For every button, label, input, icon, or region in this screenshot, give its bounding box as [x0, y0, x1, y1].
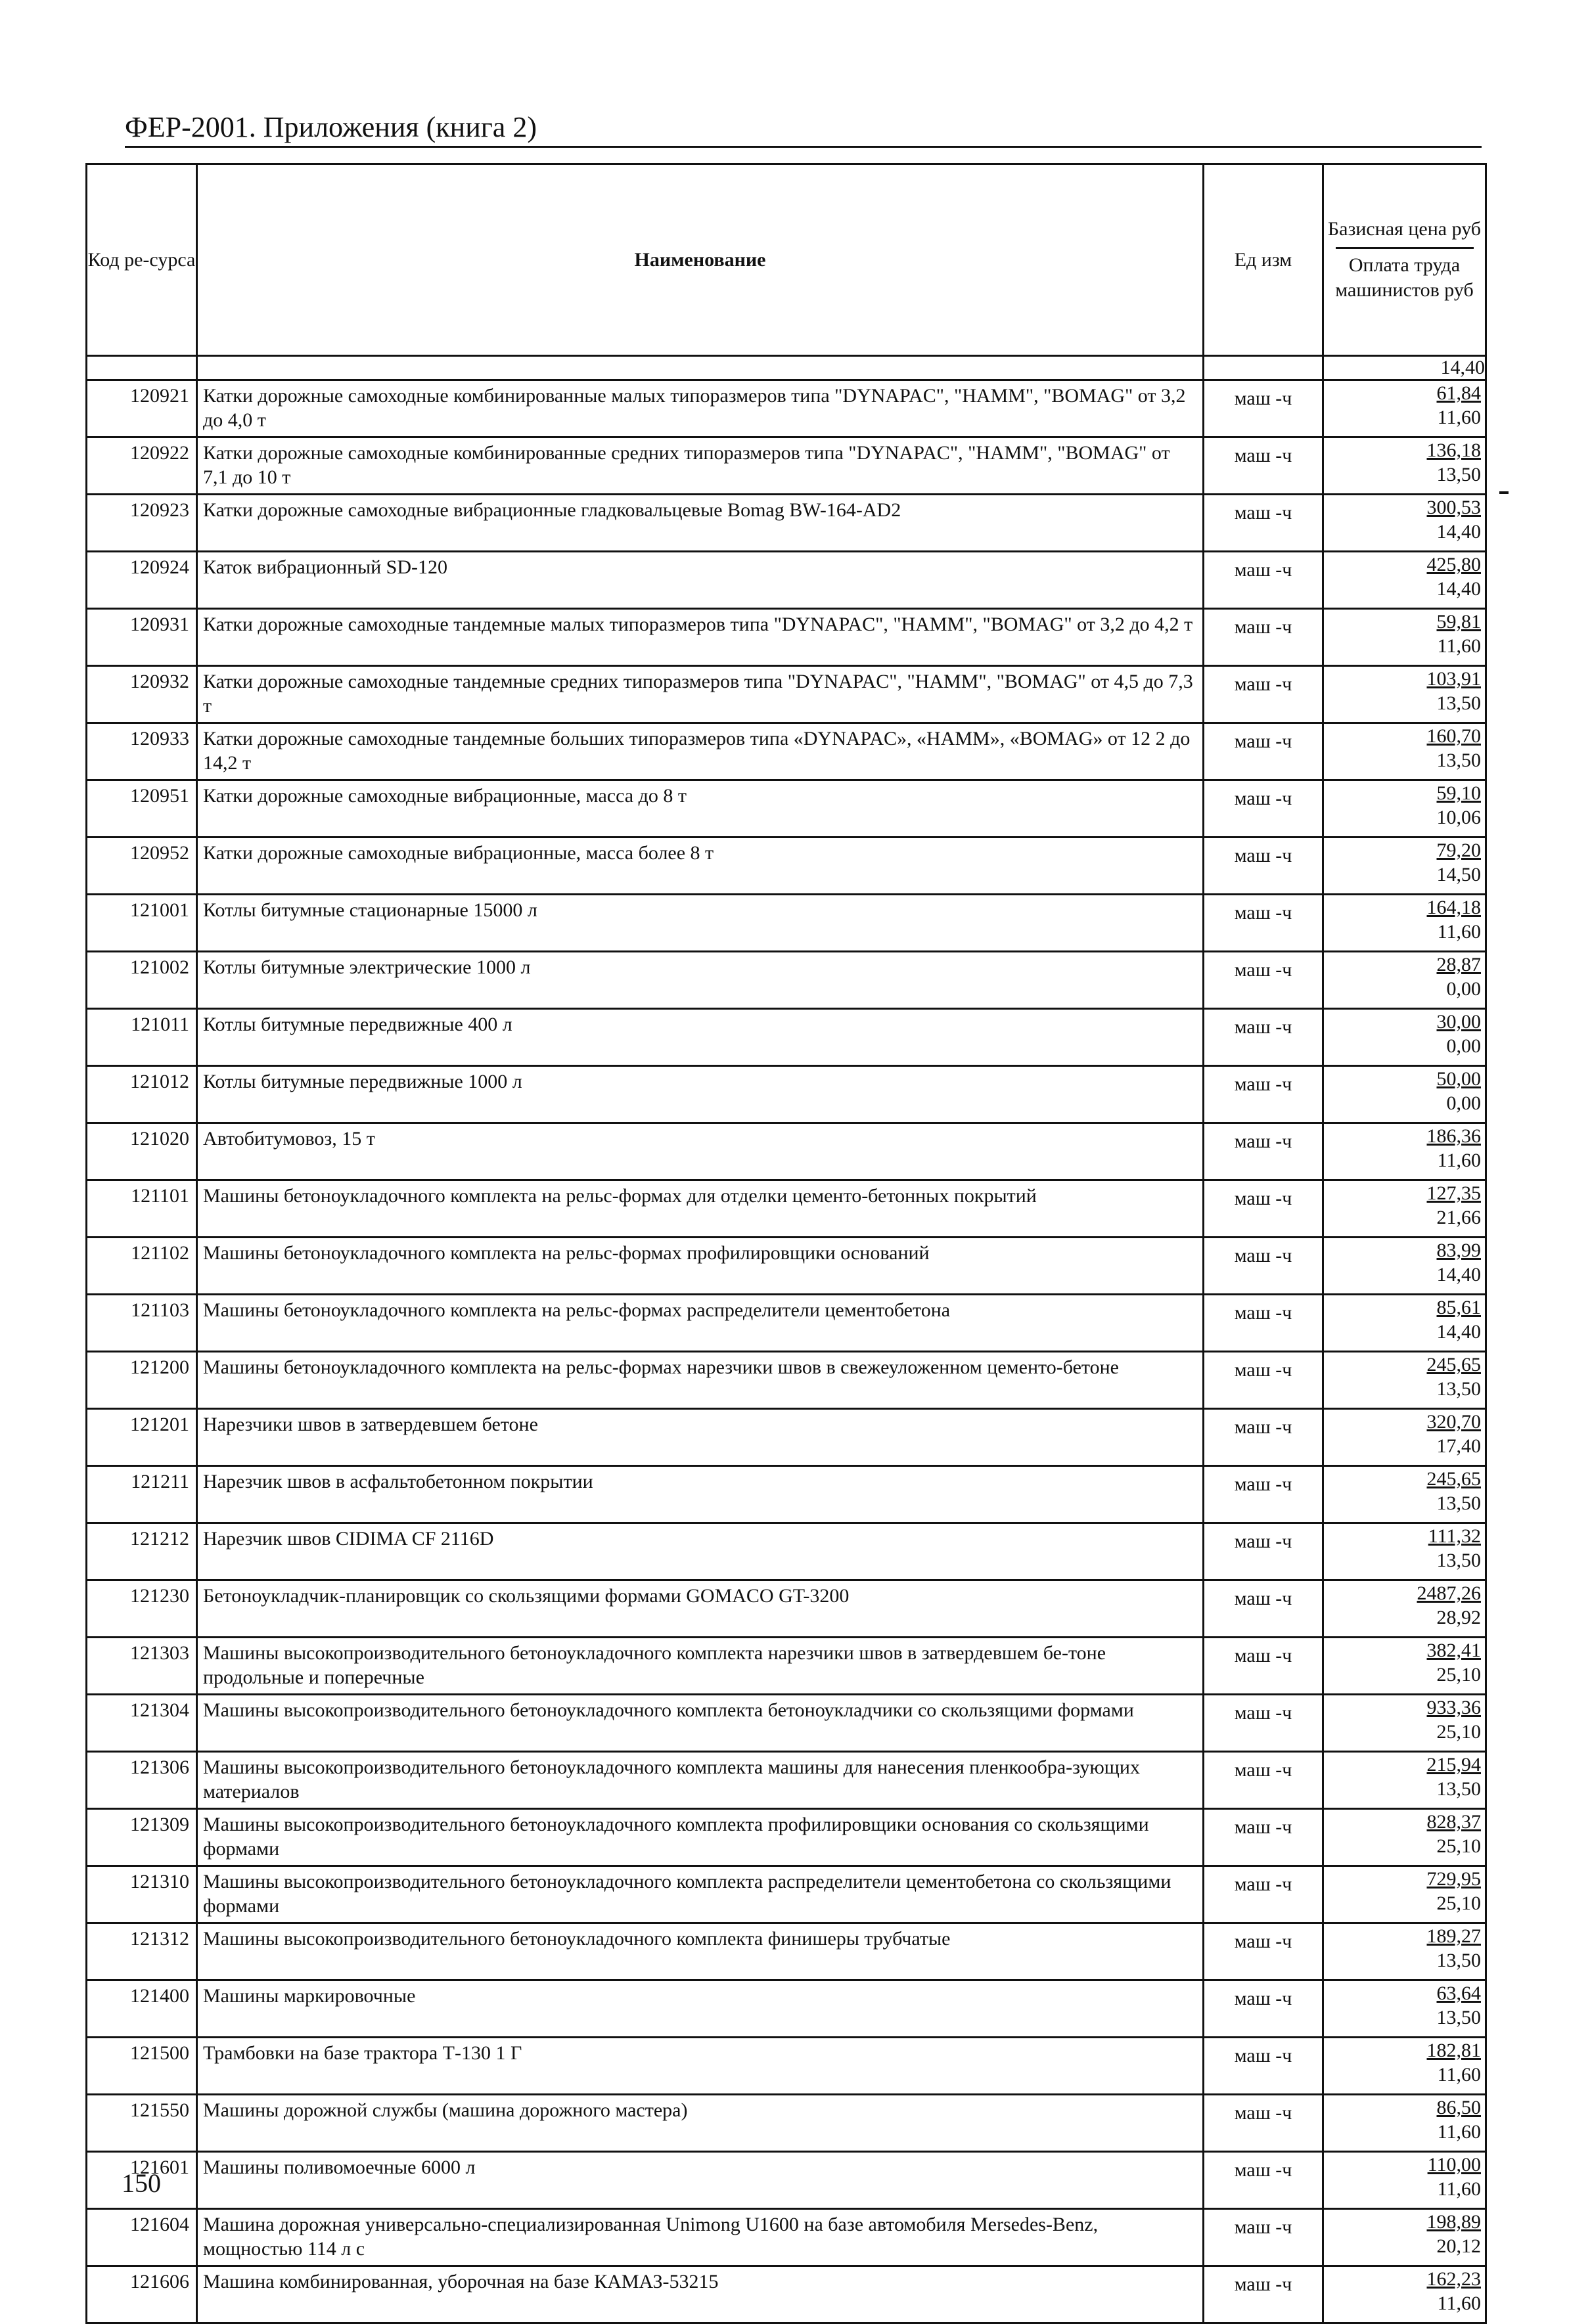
column-header-unit: [1204, 164, 1323, 356]
base-price-line: [1324, 1295, 1481, 1320]
base-price: 160,70: [1426, 725, 1481, 747]
table-row: [87, 838, 1486, 895]
resource-unit: маш -ч: [1204, 1295, 1323, 1352]
resource-name: Машина дорожная универсально-специализированная Unimong U1600 на базе автомобиля Mersedes-Benz, мощностью 114 л с: [197, 2209, 1204, 2266]
resource-name: Трамбовки на базе трактора Т-130 1 Г: [197, 2038, 1204, 2095]
base-price: 186,36: [1426, 1125, 1481, 1147]
resource-unit: маш -ч: [1204, 437, 1323, 495]
base-price-line: [1324, 1581, 1481, 1606]
resource-unit: маш -ч: [1204, 1523, 1323, 1580]
resource-name: Катки дорожные самоходные тандемные средних типоразмеров типа "DYNAPAC", "HAMM", "BOMAG" от 4,5 до 7,3 т: [197, 666, 1204, 723]
resource-name: Бетоноукладчик-планировщик со скользящими формами GOMACO GT-3200: [197, 1580, 1204, 1638]
base-price: 162,23: [1426, 2268, 1481, 2290]
base-price: 425,80: [1426, 554, 1481, 575]
price-cell: [1323, 1409, 1486, 1466]
price-cell: [1323, 2038, 1486, 2095]
resource-code: 121400: [87, 1980, 197, 2038]
resource-name: Нарезчик швов CIDIMA CF 2116D: [197, 1523, 1204, 1580]
resource-code: 121200: [87, 1352, 197, 1409]
table-row: [87, 1066, 1486, 1123]
base-price: 182,81: [1426, 2040, 1481, 2061]
labor-price: 28,92: [1436, 1607, 1481, 1628]
labor-price: 17,40: [1436, 1435, 1481, 1457]
price-cell: [1323, 723, 1486, 780]
table-row: [87, 495, 1486, 552]
resource-name: Машины дорожной службы (машина дорожного мастера): [197, 2095, 1204, 2152]
resource-name: Катки дорожные самоходные комбинированные малых типоразмеров типа "DYNAPAC", "HAMM", "BOMAG" от 3,2 до 4,0 т: [197, 380, 1204, 437]
base-price-line: [1324, 1924, 1481, 1949]
resource-code: 120931: [87, 609, 197, 666]
table-row: [87, 437, 1486, 495]
resource-unit: маш -ч: [1204, 1695, 1323, 1752]
resource-unit: маш -ч: [1204, 2152, 1323, 2209]
resource-name: Машины высокопроизводительного бетоноукладочного комплекта бетоноукладчики со скользящими формами: [197, 1695, 1204, 1752]
base-price: 79,20: [1436, 839, 1481, 861]
resource-code: 121103: [87, 1295, 197, 1352]
price-cell: [1323, 1009, 1486, 1066]
labor-price: 11,60: [1437, 1150, 1481, 1171]
base-price: 136,18: [1426, 439, 1481, 461]
price-cell: [1323, 1238, 1486, 1295]
resource-unit: маш -ч: [1204, 952, 1323, 1009]
resource-code: 121309: [87, 1809, 197, 1866]
base-price-line: [1324, 1352, 1481, 1377]
resource-code: 120924: [87, 552, 197, 609]
column-header-labor-price: Оплата труда машинистов руб: [1335, 254, 1474, 301]
resource-unit: маш -ч: [1204, 2095, 1323, 2152]
price-cell: [1323, 495, 1486, 552]
base-price-line: [1324, 2038, 1481, 2063]
labor-price: 11,60: [1437, 2121, 1481, 2143]
base-price-line: [1324, 1695, 1481, 1720]
resource-code: 121011: [87, 1009, 197, 1066]
resource-name: Машины бетоноукладочного комплекта на рельс-формах распределители цементобетона: [197, 1295, 1204, 1352]
resource-code: 121306: [87, 1752, 197, 1809]
labor-price: 13,50: [1436, 692, 1481, 714]
price-cell: [1323, 1923, 1486, 1980]
base-price: 189,27: [1426, 1925, 1481, 1947]
labor-price: 11,60: [1437, 2178, 1481, 2200]
resource-name: Котлы битумные электрические 1000 л: [197, 952, 1204, 1009]
base-price: 30,00: [1436, 1011, 1481, 1033]
spacer-cell: [197, 356, 1204, 380]
table-row: [87, 1238, 1486, 1295]
base-price-line: [1324, 1010, 1481, 1035]
resource-code: 121101: [87, 1180, 197, 1238]
table-row: [87, 1580, 1486, 1638]
base-price-line: [1324, 1124, 1481, 1149]
header-divider: [125, 146, 1482, 148]
resource-name: Котлы битумные стационарные 15000 л: [197, 895, 1204, 952]
price-cell: [1323, 1523, 1486, 1580]
base-price-line: [1324, 838, 1481, 863]
table-row: [87, 666, 1486, 723]
resource-name: Машины бетоноукладочного комплекта на рельс-формах нарезчики швов в свежеуложенном цементо-бетоне: [197, 1352, 1204, 1409]
resource-code: 120922: [87, 437, 197, 495]
column-header-code-label: Код ре-сурса: [87, 249, 196, 271]
base-price-line: [1324, 552, 1481, 577]
base-price-line: [1324, 381, 1481, 406]
resource-unit: маш -ч: [1204, 1809, 1323, 1866]
price-cell: [1323, 780, 1486, 838]
resource-code: 121500: [87, 2038, 197, 2095]
resource-name: Каток вибрационный SD-120: [197, 552, 1204, 609]
first-labor-price: 14,40: [1323, 356, 1486, 380]
labor-price: 11,60: [1437, 921, 1481, 943]
labor-price: 25,10: [1436, 1835, 1481, 1857]
table-row: [87, 1638, 1486, 1695]
base-price-line: [1324, 1181, 1481, 1206]
base-price: 103,91: [1426, 668, 1481, 690]
labor-price: 13,50: [1436, 1778, 1481, 1800]
column-header-name-label: Наименование: [634, 249, 766, 271]
labor-price: 11,60: [1437, 407, 1481, 428]
base-price: 86,50: [1436, 2097, 1481, 2118]
base-price: 110,00: [1427, 2154, 1481, 2176]
base-price-line: [1324, 495, 1481, 520]
resource-name: Котлы битумные передвижные 400 л: [197, 1009, 1204, 1066]
resource-name: Машины бетоноукладочного комплекта на рельс-формах профилировщики оснований: [197, 1238, 1204, 1295]
resource-code: 121212: [87, 1523, 197, 1580]
spacer-cell: [1204, 356, 1323, 380]
table-row: [87, 952, 1486, 1009]
resource-unit: маш -ч: [1204, 1352, 1323, 1409]
table-row: [87, 1352, 1486, 1409]
labor-price: 14,40: [1436, 521, 1481, 543]
labor-price: 0,00: [1446, 1035, 1481, 1057]
resource-unit: маш -ч: [1204, 1638, 1323, 1695]
resource-unit: маш -ч: [1204, 1866, 1323, 1923]
table-row: [87, 2209, 1486, 2266]
base-price: 320,70: [1426, 1411, 1481, 1433]
base-price: 63,64: [1436, 1982, 1481, 2004]
resource-unit: маш -ч: [1204, 1009, 1323, 1066]
resource-unit: маш -ч: [1204, 1466, 1323, 1523]
resource-name: Катки дорожные самоходные комбинированные средних типоразмеров типа "DYNAPAC", "HAMM", "BOMAG" от 7,1 до 10 т: [197, 437, 1204, 495]
resource-unit: маш -ч: [1204, 1923, 1323, 1980]
price-cell: [1323, 552, 1486, 609]
labor-price: 13,50: [1436, 749, 1481, 771]
price-cell: [1323, 380, 1486, 437]
labor-price: 13,50: [1436, 464, 1481, 485]
column-header-price: [1323, 164, 1486, 356]
labor-price: 14,40: [1436, 1264, 1481, 1285]
resource-unit: маш -ч: [1204, 2209, 1323, 2266]
resource-name: Машины высокопроизводительного бетоноукладочного комплекта финишеры трубчатые: [197, 1923, 1204, 1980]
labor-price: 13,50: [1436, 1378, 1481, 1400]
resource-code: 120921: [87, 380, 197, 437]
labor-price: 14,40: [1436, 1321, 1481, 1343]
base-price: 85,61: [1436, 1297, 1481, 1318]
resource-unit: маш -ч: [1204, 1580, 1323, 1638]
table-row: [87, 2095, 1486, 2152]
base-price: 61,84: [1436, 382, 1481, 404]
resource-name: Нарезчики швов в затвердевшем бетоне: [197, 1409, 1204, 1466]
resource-unit: маш -ч: [1204, 1066, 1323, 1123]
resource-unit: маш -ч: [1204, 1238, 1323, 1295]
table-row: [87, 1923, 1486, 1980]
labor-price: 21,66: [1436, 1207, 1481, 1228]
resource-name: Машины бетоноукладочного комплекта на рельс-формах для отделки цементо-бетонных покрытий: [197, 1180, 1204, 1238]
table-row: [87, 1009, 1486, 1066]
resource-code: 121012: [87, 1066, 197, 1123]
column-header-code: [87, 164, 197, 356]
resource-code: 120923: [87, 495, 197, 552]
price-cell: [1323, 2209, 1486, 2266]
margin-mark: [1499, 491, 1509, 494]
resource-name: Катки дорожные самоходные вибрационные гладковальцевые Bomag BW-164-AD2: [197, 495, 1204, 552]
base-price-line: [1324, 1638, 1481, 1663]
resource-code: 121604: [87, 2209, 197, 2266]
resource-name: Нарезчик швов в асфальтобетонном покрытии: [197, 1466, 1204, 1523]
labor-price: 13,50: [1436, 2007, 1481, 2028]
base-price: 933,36: [1426, 1697, 1481, 1718]
resource-name: Машины поливомоечные 6000 л: [197, 2152, 1204, 2209]
resource-unit: маш -ч: [1204, 895, 1323, 952]
table-row: [87, 2152, 1486, 2209]
base-price: 127,35: [1426, 1182, 1481, 1204]
base-price: 28,87: [1436, 954, 1481, 975]
resource-code: 121312: [87, 1923, 197, 1980]
resource-code: 121211: [87, 1466, 197, 1523]
resource-code: 121102: [87, 1238, 197, 1295]
resource-unit: маш -ч: [1204, 1980, 1323, 2038]
table-row: [87, 1752, 1486, 1809]
price-cell: [1323, 1352, 1486, 1409]
base-price: 2487,26: [1417, 1582, 1481, 1604]
table-row: [87, 1180, 1486, 1238]
base-price-line: [1324, 1981, 1481, 2006]
base-price-line: [1324, 1410, 1481, 1435]
resource-unit: маш -ч: [1204, 609, 1323, 666]
base-price: 164,18: [1426, 897, 1481, 918]
resource-code: 120932: [87, 666, 197, 723]
price-cell: [1323, 952, 1486, 1009]
resource-name: Котлы битумные передвижные 1000 л: [197, 1066, 1204, 1123]
base-price: 729,95: [1426, 1868, 1481, 1890]
price-cell: [1323, 895, 1486, 952]
labor-price: 13,50: [1436, 1950, 1481, 1971]
resource-code: 121303: [87, 1638, 197, 1695]
table-row: [87, 780, 1486, 838]
resource-code: 120933: [87, 723, 197, 780]
base-price-line: [1324, 438, 1481, 463]
price-cell: [1323, 1180, 1486, 1238]
column-header-unit-label: Ед изм: [1234, 249, 1292, 271]
table-row: [87, 1409, 1486, 1466]
base-price: 828,37: [1426, 1811, 1481, 1833]
labor-price: 14,50: [1436, 864, 1481, 885]
resource-code: 120952: [87, 838, 197, 895]
resource-code: 121201: [87, 1409, 197, 1466]
table-row: [87, 1695, 1486, 1752]
base-price-line: [1324, 1467, 1481, 1492]
page-header-title: ФЕР-2001. Приложения (книга 2): [125, 111, 537, 143]
resource-code: 121601: [87, 2152, 197, 2209]
labor-price: 13,50: [1436, 1492, 1481, 1514]
resource-name: Катки дорожные самоходные вибрационные, масса более 8 т: [197, 838, 1204, 895]
labor-price: 10,06: [1436, 807, 1481, 828]
labor-price: 25,10: [1436, 1892, 1481, 1914]
base-price-line: [1324, 1238, 1481, 1263]
resource-unit: маш -ч: [1204, 2038, 1323, 2095]
price-cell: [1323, 437, 1486, 495]
price-cell: [1323, 838, 1486, 895]
header-price-divider: [1336, 247, 1474, 249]
resource-unit: маш -ч: [1204, 666, 1323, 723]
resource-unit: маш -ч: [1204, 1752, 1323, 1809]
resource-code: 121001: [87, 895, 197, 952]
base-price-line: [1324, 1867, 1481, 1892]
resource-code: 121304: [87, 1695, 197, 1752]
resource-name: Машины маркировочные: [197, 1980, 1204, 2038]
resource-unit: маш -ч: [1204, 495, 1323, 552]
table-row: [87, 609, 1486, 666]
price-cell: [1323, 2095, 1486, 2152]
resource-unit: маш -ч: [1204, 1180, 1323, 1238]
labor-price: 11,60: [1437, 635, 1481, 657]
base-price-line: [1324, 1753, 1481, 1777]
table-row: [87, 1866, 1486, 1923]
labor-price: 25,10: [1436, 1664, 1481, 1686]
table-row: [87, 723, 1486, 780]
resource-name: Машины высокопроизводительного бетоноукладочного комплекта машины для нанесения пленкообра-зующих материалов: [197, 1752, 1204, 1809]
page-number: 150: [122, 2168, 161, 2198]
resource-price-table: [85, 163, 1487, 2324]
base-price-line: [1324, 2210, 1481, 2235]
base-price-line: [1324, 1524, 1481, 1549]
table-row: [87, 1523, 1486, 1580]
price-cell: [1323, 1580, 1486, 1638]
resource-unit: маш -ч: [1204, 780, 1323, 838]
table-row: [87, 1295, 1486, 1352]
base-price: 300,53: [1426, 497, 1481, 518]
base-price-line: [1324, 610, 1481, 635]
labor-price: 0,00: [1446, 978, 1481, 1000]
labor-price: 0,00: [1446, 1092, 1481, 1114]
price-cell: [1323, 1066, 1486, 1123]
resource-unit: маш -ч: [1204, 1123, 1323, 1180]
price-cell: [1323, 1638, 1486, 1695]
resource-unit: маш -ч: [1204, 838, 1323, 895]
spacer-cell: [87, 356, 197, 380]
base-price-line: [1324, 1810, 1481, 1835]
price-cell: [1323, 1123, 1486, 1180]
table-row: [87, 1980, 1486, 2038]
price-cell: [1323, 2266, 1486, 2323]
table-row: [87, 1809, 1486, 1866]
resource-code: 121550: [87, 2095, 197, 2152]
base-price-line: [1324, 1067, 1481, 1092]
price-cell: [1323, 1695, 1486, 1752]
base-price-line: [1324, 781, 1481, 806]
table-row: [87, 1466, 1486, 1523]
resource-unit: маш -ч: [1204, 552, 1323, 609]
base-price-line: [1324, 724, 1481, 749]
resource-code: 121230: [87, 1580, 197, 1638]
base-price-line: [1324, 2267, 1481, 2292]
base-price: 59,10: [1436, 782, 1481, 804]
base-price-line: [1324, 667, 1481, 692]
base-price-line: [1324, 952, 1481, 977]
base-price: 50,00: [1436, 1068, 1481, 1090]
price-cell: [1323, 666, 1486, 723]
labor-price: 11,60: [1437, 2292, 1481, 2314]
price-cell: [1323, 2152, 1486, 2209]
resource-code: 121310: [87, 1866, 197, 1923]
price-cell: [1323, 1980, 1486, 2038]
labor-price: 25,10: [1436, 1721, 1481, 1743]
price-cell: [1323, 1809, 1486, 1866]
base-price: 111,32: [1428, 1525, 1481, 1547]
base-price: 83,99: [1436, 1240, 1481, 1261]
resource-name: Машины высокопроизводительного бетоноукладочного комплекта нарезчики швов в затвердевшем бе-тоне продольные и поперечные: [197, 1638, 1204, 1695]
resource-unit: маш -ч: [1204, 723, 1323, 780]
labor-price: 20,12: [1436, 2235, 1481, 2257]
resource-name: Машины высокопроизводительного бетоноукладочного комплекта профилировщики основания со скользящими формами: [197, 1809, 1204, 1866]
table-row: [87, 1123, 1486, 1180]
base-price: 59,81: [1436, 611, 1481, 633]
resource-unit: маш -ч: [1204, 1409, 1323, 1466]
column-header-name: [197, 164, 1204, 356]
table-row: [87, 2038, 1486, 2095]
resource-code: 120951: [87, 780, 197, 838]
price-cell: [1323, 1295, 1486, 1352]
price-cell: [1323, 1466, 1486, 1523]
table-row: [87, 2266, 1486, 2323]
resource-unit: маш -ч: [1204, 380, 1323, 437]
base-price-line: [1324, 2095, 1481, 2120]
table-row: [87, 380, 1486, 437]
base-price: 382,41: [1426, 1640, 1481, 1661]
resource-code: 121002: [87, 952, 197, 1009]
base-price: 198,89: [1426, 2211, 1481, 2233]
resource-name: Катки дорожные самоходные тандемные больших типоразмеров типа «DYNAPAC», «HAMM», «BOMAG» от 12 2 до 14,2 т: [197, 723, 1204, 780]
resource-name: Машина комбинированная, уборочная на базе КАМАЗ-53215: [197, 2266, 1204, 2323]
resource-name: Катки дорожные самоходные тандемные малых типоразмеров типа "DYNAPAC", "HAMM", "BOMAG" от 3,2 до 4,2 т: [197, 609, 1204, 666]
resource-name: Машины высокопроизводительного бетоноукладочного комплекта распределители цементобетона со скользящими формами: [197, 1866, 1204, 1923]
labor-price: 13,50: [1436, 1550, 1481, 1571]
base-price-line: [1324, 2153, 1481, 2178]
column-header-base-price: Базисная цена руб: [1327, 218, 1482, 240]
resource-name: Автобитумовоз, 15 т: [197, 1123, 1204, 1180]
resource-code: 121020: [87, 1123, 197, 1180]
table-row-spacer: [87, 356, 1486, 380]
base-price-line: [1324, 895, 1481, 920]
table-row: [87, 552, 1486, 609]
base-price: 245,65: [1426, 1468, 1481, 1490]
labor-price: 14,40: [1436, 578, 1481, 600]
price-cell: [1323, 1752, 1486, 1809]
table-row: [87, 895, 1486, 952]
resource-unit: маш -ч: [1204, 2266, 1323, 2323]
resource-name: Катки дорожные самоходные вибрационные, масса до 8 т: [197, 780, 1204, 838]
resource-code: 121606: [87, 2266, 197, 2323]
labor-price: 11,60: [1437, 2064, 1481, 2086]
base-price: 245,65: [1426, 1354, 1481, 1375]
base-price: 215,94: [1426, 1754, 1481, 1776]
price-cell: [1323, 1866, 1486, 1923]
price-cell: [1323, 609, 1486, 666]
